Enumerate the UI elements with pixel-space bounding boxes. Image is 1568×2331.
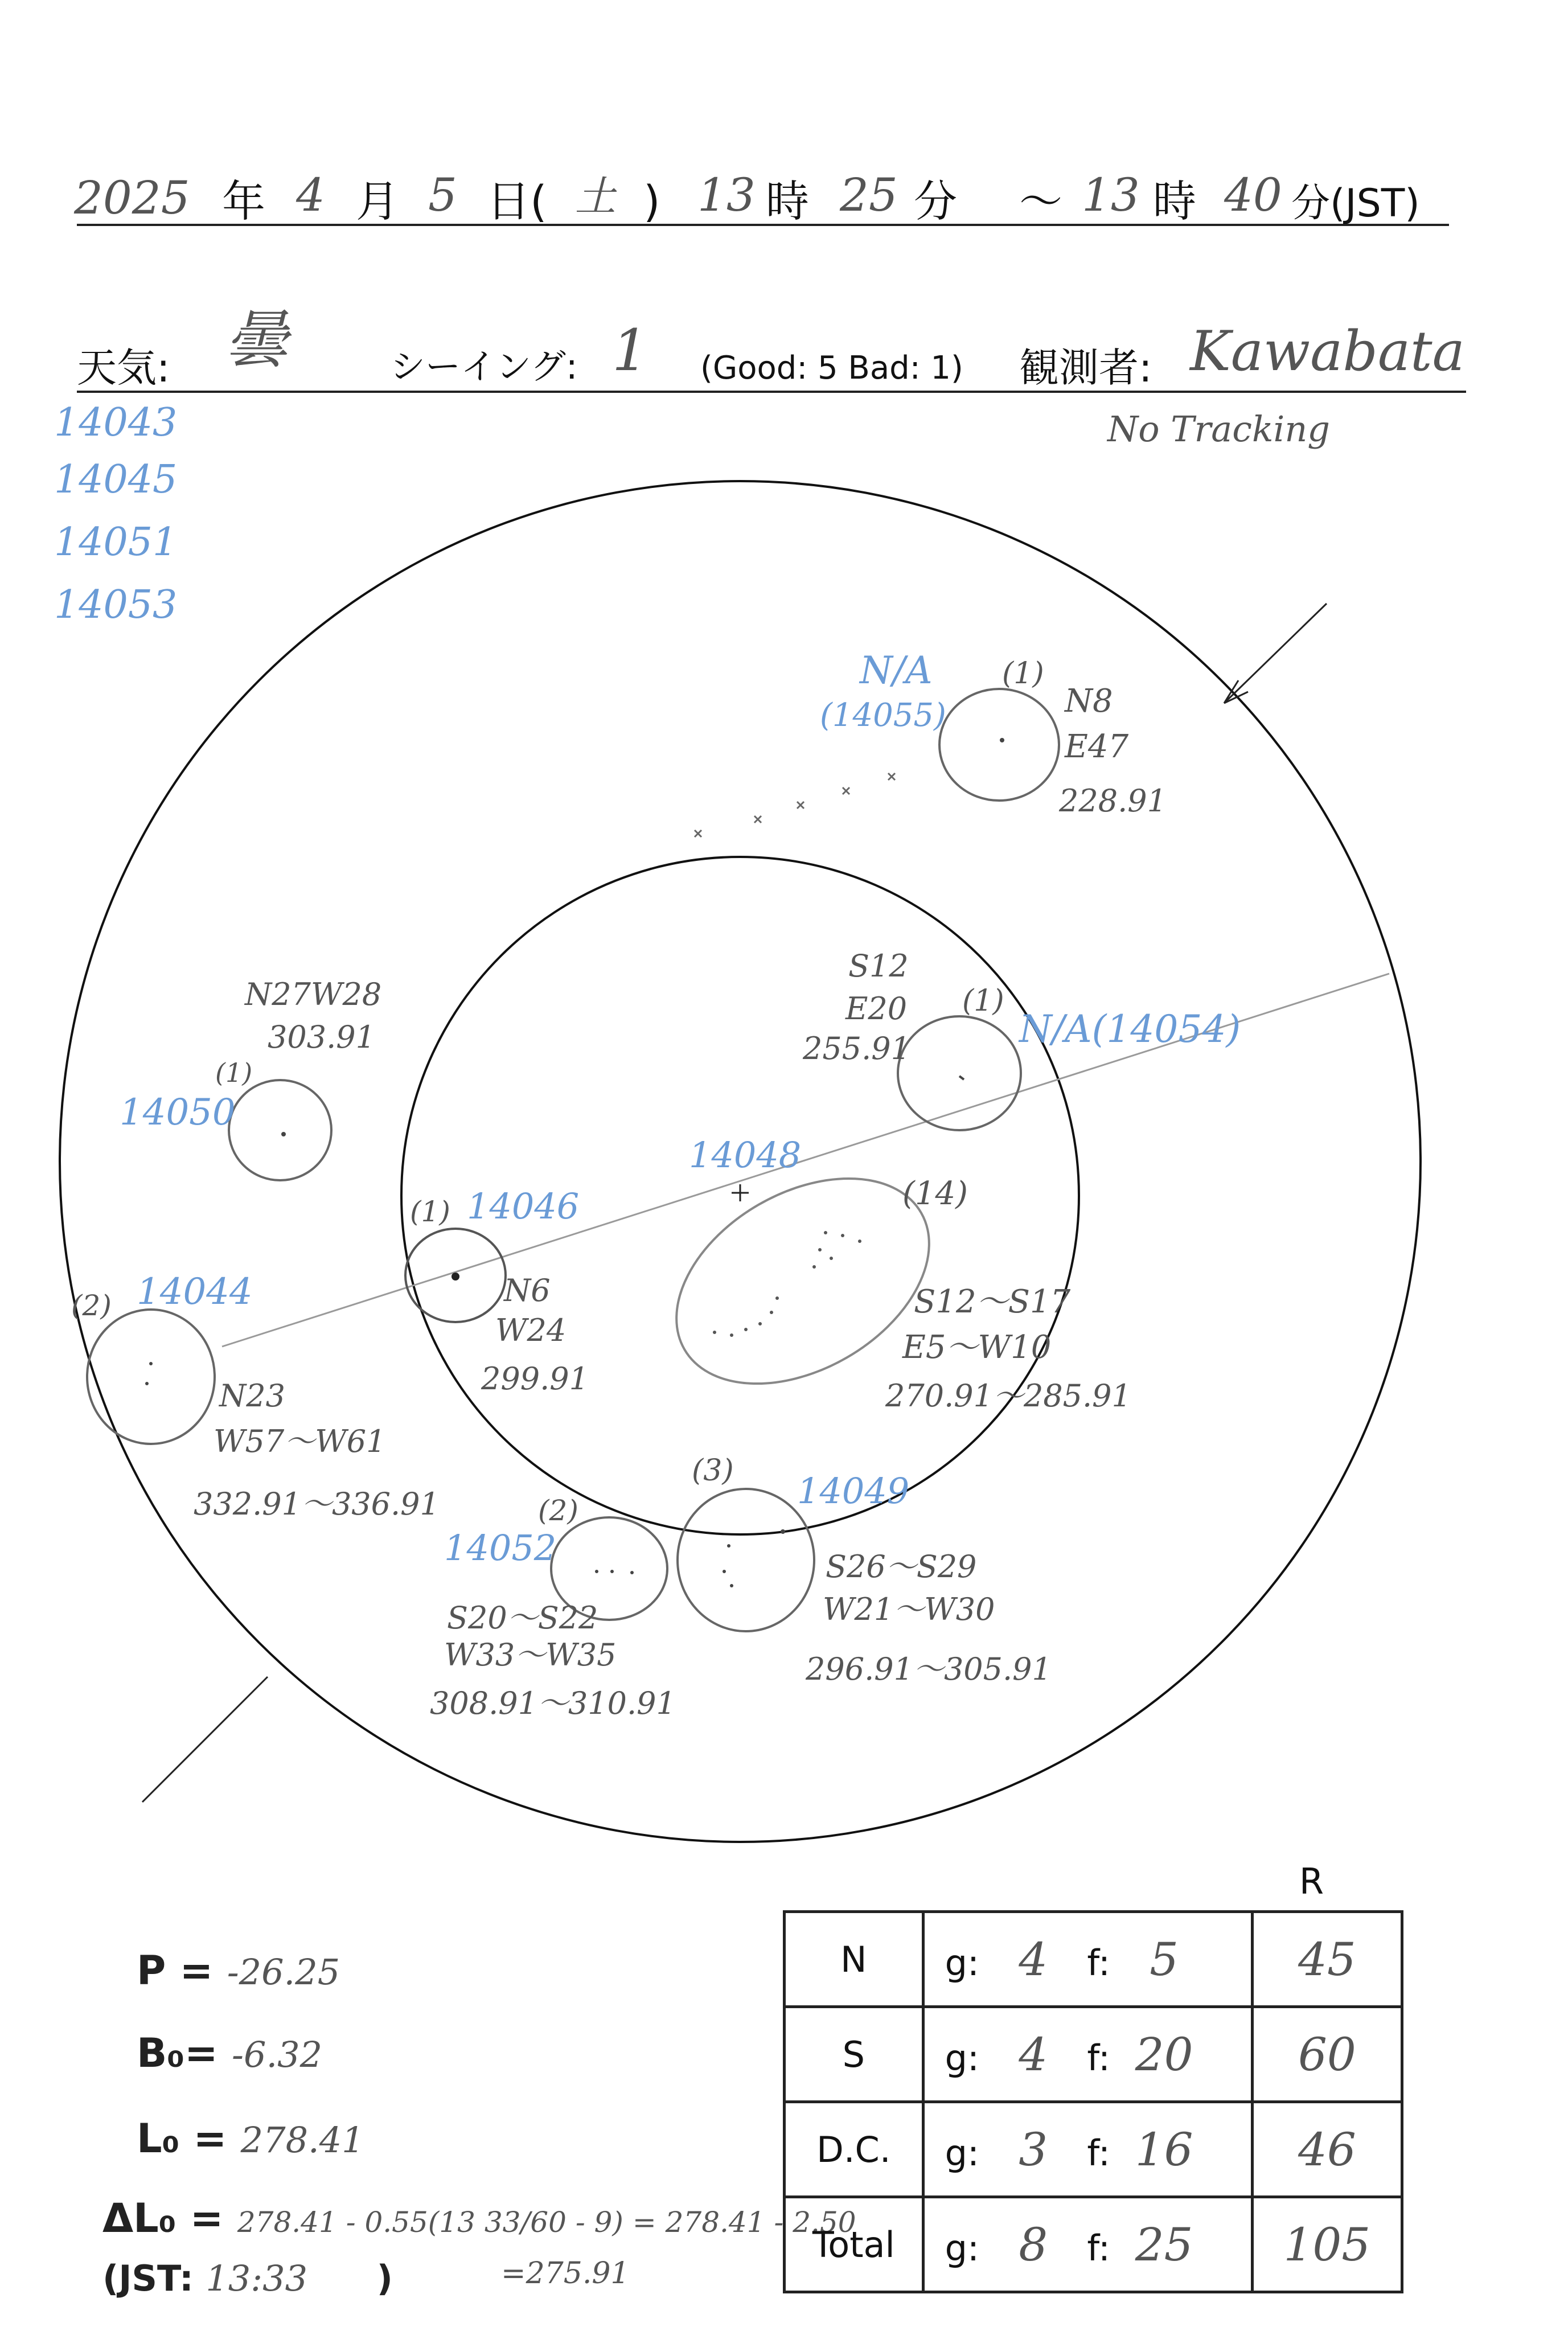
sunspot-count-table (783, 1910, 1403, 2293)
jst-time (102, 2258, 393, 2299)
spot-count: (1) (1002, 656, 1044, 691)
region-14049 (678, 1454, 1052, 1687)
row-label: D.C. (785, 2102, 923, 2197)
region-name: 14044 (137, 1271, 253, 1313)
region-14052 (430, 1494, 676, 1721)
longitude: E5～W10 (902, 1329, 1052, 1366)
longitude: W21～W30 (823, 1591, 995, 1627)
position: N27W28 (245, 976, 382, 1012)
row-label: N (785, 1912, 923, 2007)
f-label: f: (1087, 1942, 1110, 1984)
conditions-row (77, 303, 1466, 450)
month-unit: 月 (356, 176, 399, 227)
longitude: W57～W61 (214, 1423, 386, 1459)
f-value: 16 (1135, 2123, 1193, 2176)
tracking-note: No Tracking (1107, 408, 1330, 450)
region-name: N/A(14054) (1019, 1007, 1241, 1051)
g-label: g: (945, 2132, 979, 2174)
r-value: 46 (1298, 2123, 1356, 2176)
latitude: N6 (504, 1273, 551, 1308)
region-name: 14052 (444, 1527, 557, 1569)
group-spot-cell (923, 2007, 1252, 2102)
group-spot-cell (923, 1912, 1252, 2007)
r-value-cell (1252, 2197, 1402, 2292)
table-row (785, 2102, 1402, 2197)
f-value: 20 (1135, 2028, 1193, 2081)
solar-disk-sketch (60, 481, 1421, 1842)
date-time-header (73, 169, 1449, 227)
region-14046 (405, 1185, 589, 1397)
region-14050 (120, 976, 381, 1180)
g-value: 3 (1019, 2123, 1048, 2176)
seeing-value: 1 (612, 317, 648, 384)
month-value: 4 (296, 169, 325, 221)
tilde: ～ (1019, 176, 1062, 227)
g-label: g: (945, 1942, 979, 1984)
longitude: E47 (1065, 728, 1129, 765)
r-value: 60 (1298, 2028, 1356, 2081)
cross-marks (695, 773, 895, 837)
row-label: Total (785, 2197, 923, 2292)
row-label: S (785, 2007, 923, 2102)
rotation-axis-bottom-marker (142, 1677, 268, 1802)
g-label: g: (945, 2227, 979, 2269)
b0-label: B₀= (137, 2030, 218, 2076)
longitude: W33～W35 (444, 1637, 617, 1673)
start-minute-unit: 分 (914, 176, 957, 227)
r-value: 105 (1283, 2218, 1371, 2271)
latitude: S20～S22 (447, 1600, 598, 1636)
observer-name: Kawabata (1190, 319, 1465, 383)
g-value: 4 (1019, 2028, 1048, 2081)
start-hour: 13 (697, 169, 756, 221)
carrington-longitude: 303.91 (268, 1019, 375, 1055)
parameter-p (137, 1947, 340, 1994)
day-unit: 日( (487, 176, 547, 227)
p-label: P = (137, 1947, 214, 1994)
start-hour-unit: 時 (766, 176, 809, 227)
p-value: -26.25 (227, 1951, 340, 1993)
region-name: 14049 (797, 1470, 910, 1512)
carrington-longitude: 299.91 (481, 1361, 589, 1397)
spot-count: (1) (962, 984, 1004, 1018)
region-14055 (820, 649, 1167, 819)
region-number: (14055) (820, 697, 946, 734)
l0-label: L₀ = (137, 2115, 227, 2162)
disk-center-mark (732, 1184, 749, 1201)
b0-value: -6.32 (232, 2034, 323, 2075)
group-spot-cell (923, 2102, 1252, 2197)
table-row (785, 2197, 1402, 2292)
g-value: 4 (1019, 1932, 1048, 1986)
table-row (785, 1912, 1402, 2007)
carrington-longitude: 296.91～305.91 (806, 1651, 1052, 1687)
spot-count: (2) (538, 1494, 578, 1527)
longitude: E20 (845, 991, 908, 1027)
end-minute: 40 (1224, 169, 1282, 221)
carrington-longitude: 308.91～310.91 (430, 1685, 676, 1721)
end-minute-unit: 分(JST) (1291, 181, 1420, 226)
jst-close: ) (376, 2258, 393, 2299)
group-spot-cell (923, 2197, 1252, 2292)
parameter-b0 (137, 2030, 322, 2076)
r-column-header: R (1299, 1861, 1324, 1902)
jst-value: 13:33 (206, 2258, 308, 2299)
f-value: 5 (1150, 1932, 1179, 1986)
region-14048 (641, 1134, 1131, 1426)
region-14054 (802, 948, 1241, 1130)
end-hour-unit: 時 (1153, 176, 1196, 227)
observer-label: 観測者: (1019, 344, 1152, 391)
year-value: 2025 (74, 171, 190, 224)
year-unit: 年 (222, 176, 265, 227)
dl0-label: ΔL₀ = (102, 2195, 224, 2242)
r-value-cell (1252, 1912, 1402, 2007)
weekday-close: ) (643, 176, 660, 227)
dl0-formula: 278.41 - 0.55(13 33/60 - 9) = 278.41 - 2.50 (237, 2206, 856, 2239)
region-name: 14048 (689, 1134, 802, 1176)
spot-count: (14) (902, 1175, 968, 1212)
seeing-scale: (Good: 5 Bad: 1) (700, 350, 963, 387)
spot-count: (1) (215, 1057, 253, 1088)
l0-value: 278.41 (240, 2119, 364, 2161)
region-list-item: 14053 (54, 582, 178, 627)
region-list-item: 14045 (54, 457, 178, 502)
dl0-result: =275.91 (501, 2256, 630, 2291)
region-name: N/A (860, 649, 933, 692)
weather-value: 曇 (225, 303, 288, 376)
carrington-longitude: 332.91～336.91 (194, 1486, 440, 1522)
g-label: g: (945, 2037, 979, 2079)
start-minute: 25 (840, 169, 898, 221)
region-name: 14046 (467, 1185, 580, 1227)
latitude: N8 (1065, 683, 1113, 720)
latitude: S12～S17 (914, 1283, 1071, 1320)
f-label: f: (1087, 2037, 1110, 2079)
spot-count: (2) (71, 1289, 112, 1322)
table-row (785, 2007, 1402, 2102)
f-value: 25 (1135, 2218, 1193, 2271)
latitude: S26～S29 (826, 1549, 977, 1585)
r-value-cell (1252, 2007, 1402, 2102)
spot-count: (3) (692, 1454, 734, 1488)
f-label: f: (1087, 2227, 1110, 2269)
region-name: 14050 (120, 1091, 236, 1134)
weekday-value: 土 (575, 173, 617, 220)
g-value: 8 (1019, 2218, 1048, 2271)
region-list-item: 14043 (54, 400, 178, 445)
carrington-longitude: 228.91 (1059, 783, 1167, 819)
f-label: f: (1087, 2132, 1110, 2174)
latitude: N23 (219, 1378, 285, 1414)
seeing-label: シーイング: (390, 346, 578, 387)
region-list-item: 14051 (54, 520, 178, 565)
jst-label: (JST: (102, 2258, 194, 2299)
end-hour: 13 (1082, 169, 1140, 221)
weather-label: 天気: (77, 344, 170, 391)
longitude: W24 (495, 1312, 567, 1348)
latitude: S12 (848, 948, 909, 984)
rotation-axis-top-marker (1224, 604, 1327, 703)
parameter-l0 (137, 2115, 364, 2162)
day-value: 5 (428, 169, 457, 221)
parameter-delta-l0 (102, 2195, 856, 2242)
region-14044 (71, 1271, 440, 1522)
spot-count: (1) (410, 1195, 450, 1228)
delta-l0-result (501, 2246, 630, 2293)
carrington-longitude: 270.91～285.91 (885, 1378, 1131, 1414)
r-value: 45 (1298, 1932, 1356, 1986)
r-value-cell (1252, 2102, 1402, 2197)
carrington-longitude: 255.91 (803, 1031, 910, 1066)
region-list (54, 400, 177, 627)
